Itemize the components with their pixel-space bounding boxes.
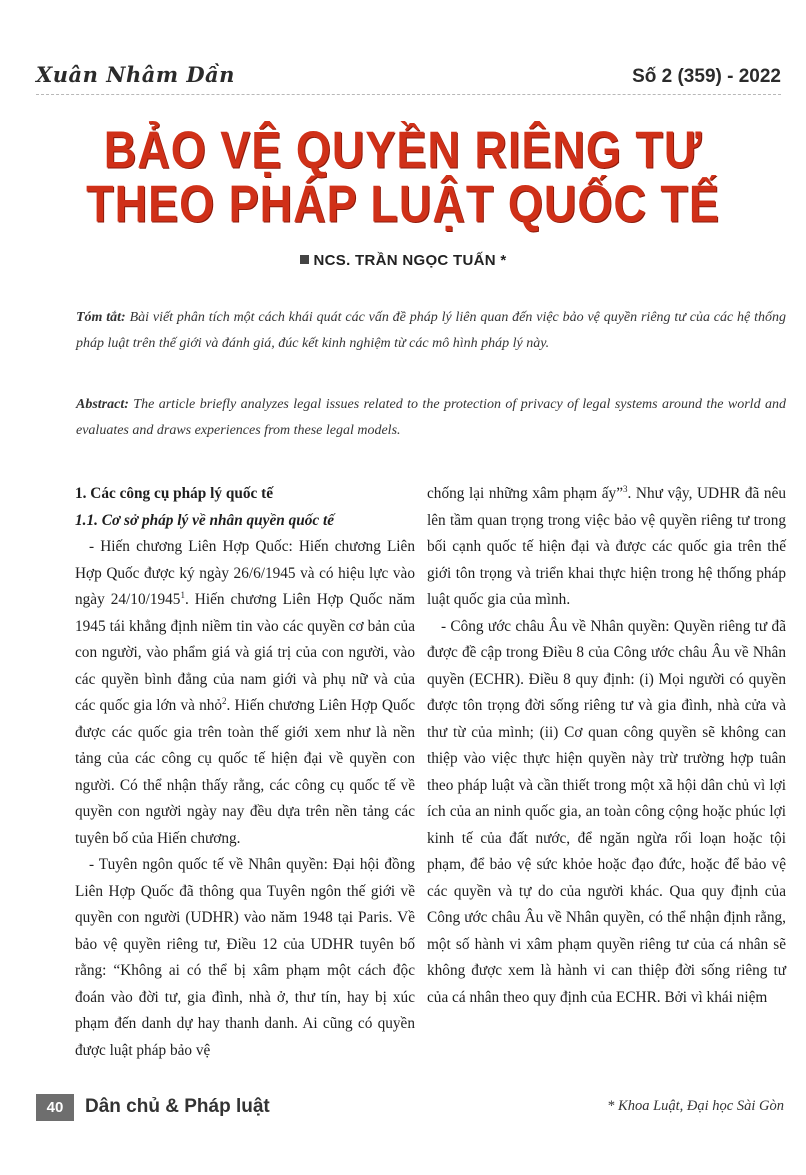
- section-heading-1: 1. Các công cụ pháp lý quốc tế: [75, 485, 274, 502]
- page-number: 40: [36, 1094, 74, 1121]
- abstract-text: The article briefly analyzes legal issues related to the protection of privacy of legal systems around the world and evaluates and draws experiences from these legal models.: [76, 397, 786, 438]
- paragraph-udhr-continued: chống lại những xâm phạm ấy”$^3$. Như vậy, UDHR đã nêu lên tầm quan trọng trong việc bảo vệ quyền riêng tư trong bối cạnh quốc tế hiện đại và được các quốc gia trên thế giới tôn trọng và triển khai thực hiện trong hệ thống pháp luật quốc gia của mình.: [427, 483, 787, 608]
- summary-label: Tóm tắt:: [76, 310, 126, 325]
- paragraph-echr: - Công ước châu Âu về Nhân quyền: Quyền riêng tư đã được đề cập trong Điều 8 của Công ước châu Âu về Nhân quyền (ECHR). Điều 8 quy định: (i) Mọi người có quyền được tôn trọng đời sống riêng tư và gia đình, nhà cửa và thư từ của mình; (ii) Cơ quan công quyền sẽ không can thiệp vào việc thực hiện quyền này trừ trường hợp tuân theo pháp luật và cần thiết trong một xã hội dân chủ vì lợi ích của an ninh quốc gia, an toàn công cộng hoặc phúc lợi kinh tế của đất nước, để ngăn ngừa rối loạn hoặc tội phạm, để bảo vệ sức khỏe hoặc đạo đức, hoặc để bảo vệ các quyền và tự do của người khác. Qua quy định của Công ước châu Âu về Nhân quyền, có thể nhận định rằng, một số hành vi xâm phạm quyền riêng tư của cá nhân sẽ không được xem là hành vi can thiệp đời sống riêng tư của cá nhân theo quy định của ECHR. Bởi vì khái niệm: [427, 617, 786, 1006]
- magazine-name: Dân chủ & Pháp luật: [85, 1096, 270, 1117]
- header-divider: [36, 94, 781, 95]
- article-title-line-1: BẢO VỆ QUYỀN RIÊNG TƯ: [103, 120, 703, 179]
- issue-number: Số 2 (359) - 2022: [632, 66, 781, 87]
- footnote-ref-1: 1: [180, 589, 185, 600]
- footnote-ref-3: 3: [623, 483, 628, 494]
- abstract-english: [76, 392, 786, 444]
- paragraph-udhr: - Tuyên ngôn quốc tế về Nhân quyền: Đại hội đồng Liên Hợp Quốc đã thông qua Tuyên ngôn thế giới về quyền con người (UDHR) vào năm 1948 tại Paris. Về bảo vệ quyền riêng tư, Điều 12 của UDHR tuyên bố rằng: “Không ai có thể bị xâm phạm một cách độc đoán vào đời tư, gia đình, nhà ở, thư tín, hay bị xúc phạm đến danh dự hay thanh danh. Ai cũng có quyền được luật pháp bảo vệ: [75, 856, 415, 1059]
- issue-date: Xuân Nhâm Dần: [36, 62, 235, 87]
- summary-text: Bài viết phân tích một cách khái quát các vấn đề pháp lý liên quan đến việc bảo vệ quyền riêng tư của các hệ thống pháp luật trên thế giới và đánh giá, đúc kết kinh nghiệm từ các mô hình pháp lý này.: [76, 310, 787, 351]
- body-column-left: [75, 481, 415, 1064]
- abstract-label: Abstract:: [76, 397, 129, 412]
- bullet-square-icon: [300, 255, 309, 264]
- subsection-heading-1-1: 1.1. Cơ sở pháp lý về nhân quyền quốc tế: [75, 511, 335, 529]
- paragraph-un-charter: - Hiến chương Liên Hợp Quốc: Hiến chương Liên Hợp Quốc được ký ngày 26/6/1945 và có hiệu lực vào ngày 24/10/1945$^1$. Hiến chương Liên Hợp Quốc năm 1945 tái khẳng định niềm tin vào các quyền cơ bản của con người, vào phẩm giá và giá trị của con người, vào các quyền bình đẳng của nam giới và phụ nữ và của các quốc gia lớn và nhỏ$^2$. Hiến chương Liên Hợp Quốc được các quốc gia trên toàn thế giới xem như là nền tảng của các công cụ quốc tế hiện đại về quyền con người. Có thể nhận thấy rằng, các công cụ quốc tế về quyền con người ngày nay đều dựa trên nền tảng các tuyên bố của Hiến chương.: [75, 538, 416, 847]
- summary-vietnamese: [76, 305, 786, 357]
- body-column-right: [427, 481, 786, 1011]
- article-title-line-2: THEO PHÁP LUẬT QUỐC TẾ: [86, 174, 720, 233]
- author-affiliation-footnote: * Khoa Luật, Đại học Sài Gòn: [607, 1098, 784, 1114]
- author-name: NCS. TRẦN NGỌC TUẤN *: [313, 252, 507, 269]
- footnote-ref-2: 2: [222, 695, 227, 706]
- author-byline: [0, 252, 806, 269]
